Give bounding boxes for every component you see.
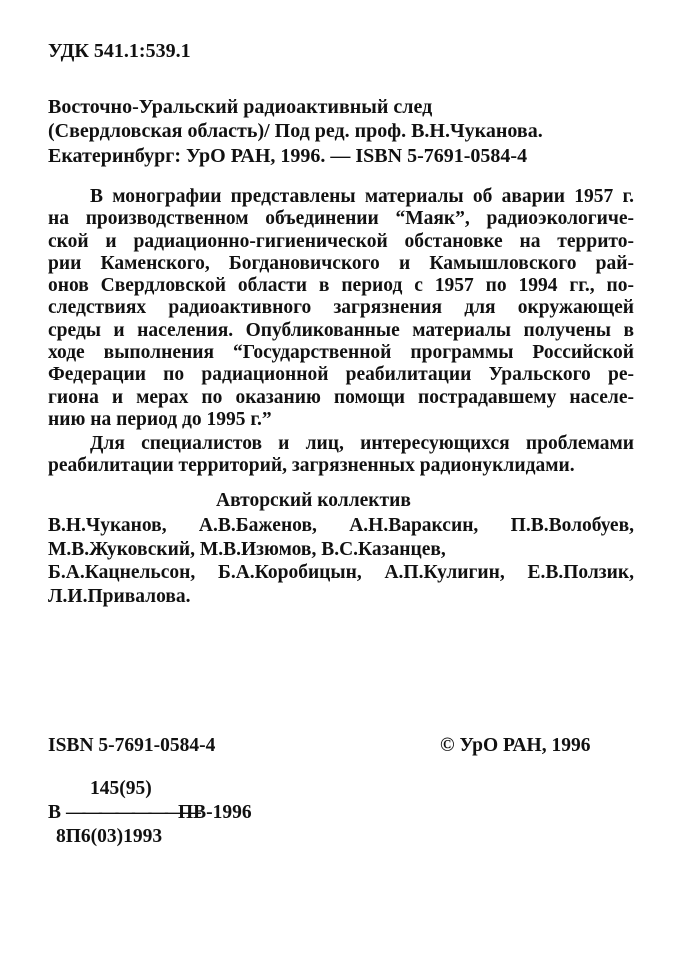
catalog-code-top: 145(95): [90, 778, 152, 799]
authors-line: Л.И.Привалова.: [48, 585, 191, 607]
abstract-line: ской и радиационно-гигиенической обстановке на террито-: [48, 230, 634, 252]
abstract-paragraph-1: [48, 186, 634, 431]
bibliography-line-1: Восточно-Уральский радиоактивный след: [48, 96, 433, 118]
abstract-line: ходе выполнения “Государственной программы Российской: [48, 342, 634, 364]
abstract-line: В монографии представлены материалы об аварии 1957 г.: [90, 186, 634, 207]
authors-line: В.Н.Чуканов, А.В.Баженов, А.Н.Вараксин, П.В.Волобуев,: [48, 515, 634, 536]
authors-heading: Авторский коллектив: [216, 490, 411, 511]
abstract-line: Федерации по радиационной реабилитации Уральского ре-: [48, 364, 634, 386]
footer-copyright: © УрО РАН, 1996: [440, 735, 591, 756]
authors-line: М.В.Жуковский, М.В.Изюмов, В.С.Казанцев,: [48, 538, 446, 560]
abstract-line: нию на период до 1995 г.”: [48, 408, 272, 430]
bibliography-line-3: Екатеринбург: УрО РАН, 1996. — ISBN 5-7691-0584-4: [48, 145, 528, 167]
catalog-code-letter: В: [48, 802, 62, 823]
abstract-line: следствиях радиоактивного загрязнения для окружающей: [48, 297, 634, 319]
authors-list: [48, 514, 634, 608]
catalog-code-right: ПВ-1996: [178, 802, 252, 823]
udk-code: УДК 541.1:539.1: [48, 40, 191, 62]
authors-line: Б.А.Кацнельсон, Б.А.Коробицын, А.П.Кулигин, Е.В.Ползик,: [48, 562, 634, 583]
bibliography-line-2: (Свердловская область)/ Под ред. проф. В.Н.Чуканова.: [48, 120, 543, 142]
abstract-line: онов Свердловской области в период с 1957 по 1994 гг., по-: [48, 275, 634, 297]
abstract-line: на производственном объединении “Маяк”, радиоэкологиче-: [48, 208, 634, 230]
audience-line: Для специалистов и лиц, интересующихся проблемами: [90, 433, 634, 454]
audience-line: реабилитации территорий, загрязненных радионуклидами.: [48, 455, 575, 477]
footer-isbn: ISBN 5-7691-0584-4: [48, 735, 216, 756]
abstract-line: среды и населения. Опубликованные материалы получены в: [48, 319, 634, 341]
catalog-code-rule: ————————: [66, 802, 198, 823]
abstract-line: гиона и мерах по оказанию помощи пострадавшему населе-: [48, 386, 634, 408]
catalog-code-bottom: 8П6(03)1993: [56, 826, 163, 847]
abstract-line: рии Каменского, Богдановичского и Камышловского рай-: [48, 252, 634, 274]
abstract-paragraph-2: [48, 433, 634, 478]
